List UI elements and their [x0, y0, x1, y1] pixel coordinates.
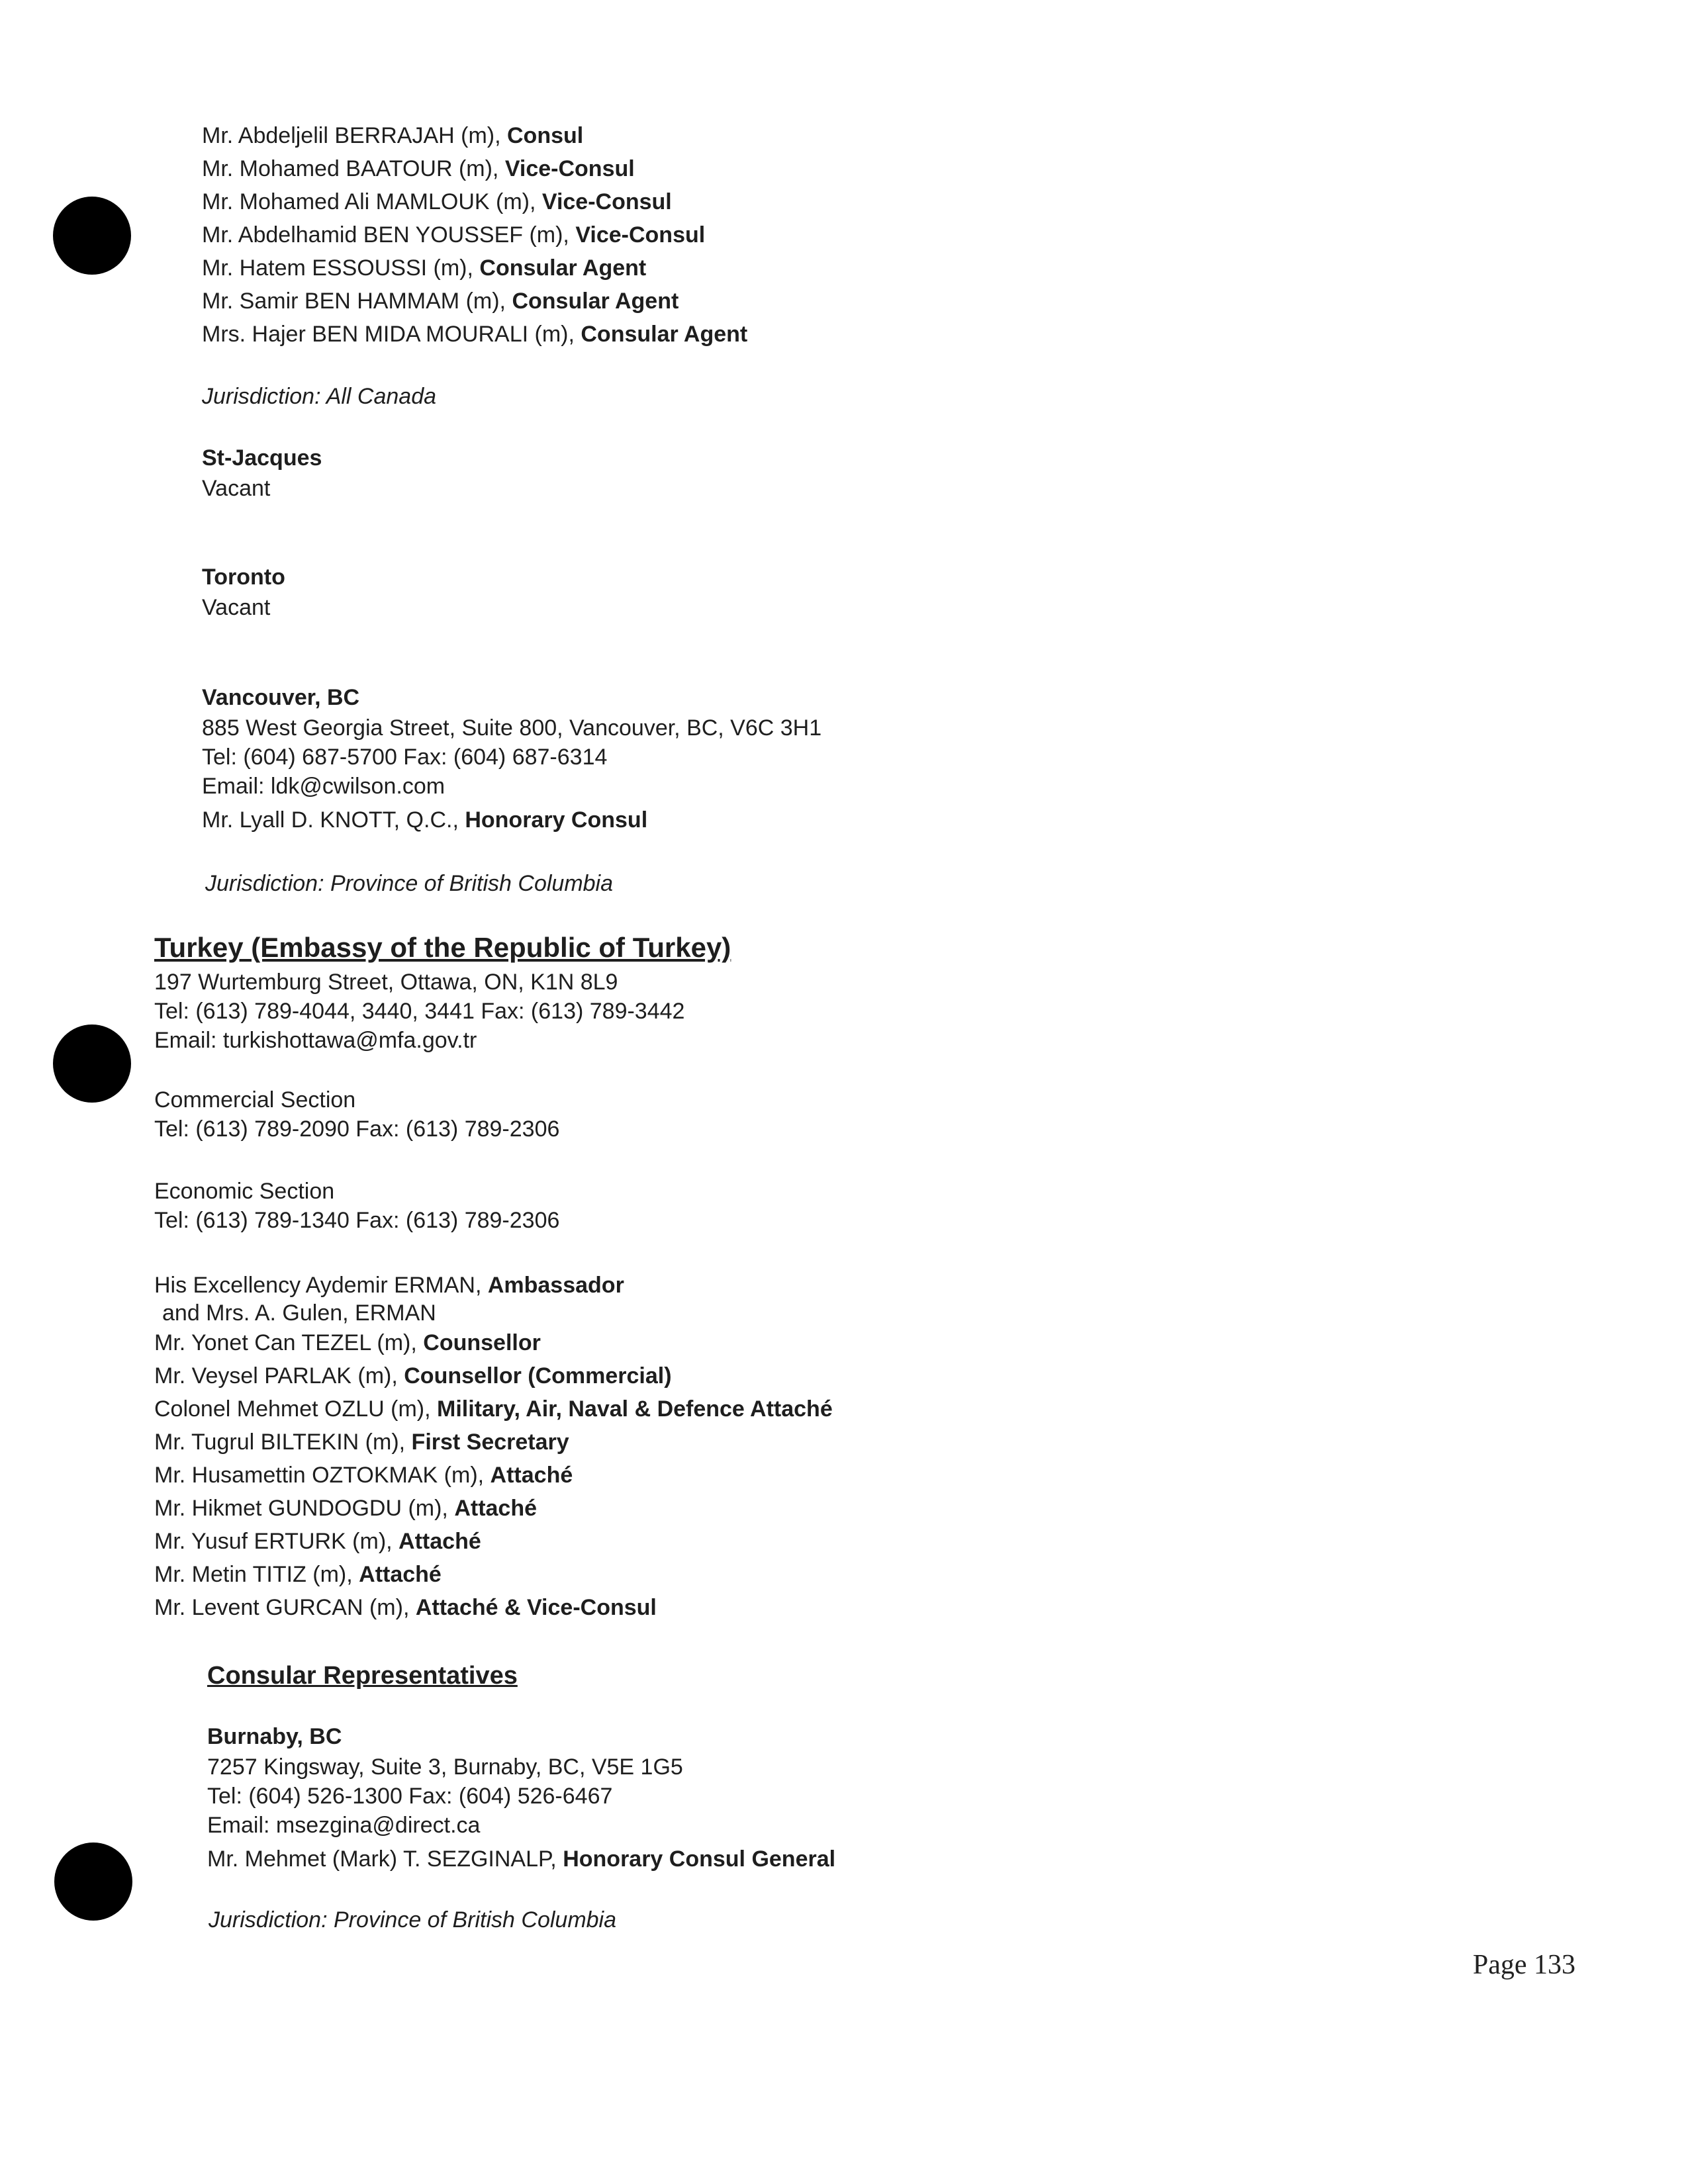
email: Email: msezgina@direct.ca: [207, 1813, 481, 1838]
staff-entry: [202, 285, 747, 318]
staff-title: Vice-Consul: [504, 156, 635, 181]
toronto-section: [202, 561, 285, 622]
city-status: Vacant: [202, 595, 271, 620]
staff-entry: [154, 1392, 833, 1426]
punch-hole-top: [53, 197, 131, 275]
staff-name: Mr. Abdeljelil BERRAJAH (m),: [202, 123, 507, 148]
staff-title: Counsellor (Commercial): [404, 1363, 672, 1388]
staff-name: Mr. Lyall D. KNOTT, Q.C.,: [202, 807, 465, 833]
staff-name: Mr. Tugrul BILTEKIN (m),: [154, 1430, 412, 1455]
vancouver-section: [202, 682, 821, 837]
staff-name: Mr. Husamettin OZTOKMAK (m),: [154, 1463, 491, 1488]
section-label: Commercial Section: [154, 1087, 356, 1113]
staff-title: Honorary Consul General: [563, 1846, 836, 1872]
staff-entry: [202, 218, 747, 251]
staff-title: Consular Agent: [479, 255, 647, 281]
email: Email: ldk@cwilson.com: [202, 774, 445, 799]
staff-title: Military, Air, Naval & Defence Attaché: [437, 1396, 833, 1422]
vancouver-jurisdiction: Jurisdiction: Province of British Columbia: [205, 871, 614, 896]
staff-entry: [154, 1558, 833, 1591]
staff-name: Mr. Metin TITIZ (m),: [154, 1562, 359, 1587]
address: 885 West Georgia Street, Suite 800, Vancouver, BC, V6C 3H1: [202, 715, 822, 741]
staff-name: Mr. Mohamed Ali MAMLOUK (m),: [202, 189, 542, 214]
staff-title: Consul: [507, 123, 584, 148]
staff-name: Mr. Mohamed BAATOUR (m),: [202, 156, 505, 181]
phone-fax: Tel: (613) 789-4044, 3440, 3441 Fax: (613) 789-3442: [154, 999, 685, 1024]
staff-title: Attaché: [399, 1529, 481, 1554]
punch-hole-middle: [53, 1024, 131, 1103]
staff-entry: [154, 1492, 833, 1525]
staff-title: Vice-Consul: [541, 189, 672, 214]
phone-fax: Tel: (613) 789-2090 Fax: (613) 789-2306: [154, 1116, 560, 1142]
staff-name: Mr. Yonet Can TEZEL (m),: [154, 1330, 424, 1355]
staff-entry: [154, 1525, 833, 1558]
staff-entry: [202, 119, 747, 152]
staff-entry: [202, 251, 747, 285]
ambassador-entry: [154, 1271, 833, 1300]
page-number: Page 133: [1472, 1950, 1575, 1980]
staff-title: Ambassador: [487, 1273, 624, 1298]
ambassador-spouse: and Mrs. A. Gulen, ERMAN: [162, 1300, 436, 1326]
staff-name: His Excellency Aydemir ERMAN,: [154, 1273, 488, 1298]
staff-name: Mr. Yusuf ERTURK (m),: [154, 1529, 399, 1554]
staff-title: Attaché: [454, 1496, 538, 1521]
staff-entry: [154, 1459, 833, 1492]
city-name: St-Jacques: [202, 445, 322, 471]
commercial-section: [154, 1085, 559, 1144]
staff-entry: [202, 803, 821, 837]
embassy-staff-list: [154, 1271, 833, 1624]
city-name: Vancouver, BC: [202, 685, 360, 710]
staff-entry: [202, 185, 747, 218]
email: Email: turkishottawa@mfa.gov.tr: [154, 1028, 477, 1053]
phone-fax: Tel: (613) 789-1340 Fax: (613) 789-2306: [154, 1208, 560, 1233]
staff-title: Consular Agent: [512, 289, 679, 314]
staff-title: Honorary Consul: [465, 807, 648, 833]
staff-name: Mrs. Hajer BEN MIDA MOURALI (m),: [202, 322, 581, 347]
address: 197 Wurtemburg Street, Ottawa, ON, K1N 8L9: [154, 970, 618, 995]
staff-title: Attaché & Vice-Consul: [415, 1595, 657, 1620]
city-status: Vacant: [202, 476, 271, 501]
staff-title: Consular Agent: [581, 322, 748, 347]
burnaby-jurisdiction: Jurisdiction: Province of British Columbia: [209, 1907, 617, 1933]
address: 7257 Kingsway, Suite 3, Burnaby, BC, V5E 1G5: [207, 1754, 683, 1780]
tunisia-staff-list: [202, 119, 747, 351]
staff-name: Mr. Veysel PARLAK (m),: [154, 1363, 404, 1388]
staff-entry: [154, 1359, 833, 1392]
phone-fax: Tel: (604) 687-5700 Fax: (604) 687-6314: [202, 745, 608, 770]
staff-name: Mr. Hatem ESSOUSSI (m),: [202, 255, 480, 281]
staff-entry: [202, 318, 747, 351]
staff-name: Mr. Samir BEN HAMMAM (m),: [202, 289, 512, 314]
staff-entry: [154, 1591, 833, 1624]
staff-entry: [202, 152, 747, 185]
staff-name: Mr. Hikmet GUNDOGDU (m),: [154, 1496, 455, 1521]
phone-fax: Tel: (604) 526-1300 Fax: (604) 526-6467: [207, 1784, 613, 1809]
economic-section: [154, 1177, 559, 1235]
staff-title: First Secretary: [411, 1430, 569, 1455]
staff-name: Mr. Levent GURCAN (m),: [154, 1595, 416, 1620]
burnaby-section: [207, 1721, 835, 1876]
staff-title: Vice-Consul: [575, 222, 706, 248]
tunisia-jurisdiction: Jurisdiction: All Canada: [202, 384, 437, 409]
staff-entry: [207, 1843, 835, 1876]
staff-name: Colonel Mehmet OZLU (m),: [154, 1396, 437, 1422]
staff-entry: [154, 1426, 833, 1459]
st-jacques-section: [202, 442, 322, 503]
embassy-contact: [154, 968, 684, 1055]
consular-representatives-heading: Consular Representatives: [207, 1662, 518, 1690]
staff-name: Mr. Mehmet (Mark) T. SEZGINALP,: [207, 1846, 563, 1872]
staff-entry: [154, 1326, 833, 1359]
staff-title: Counsellor: [423, 1330, 541, 1355]
staff-title: Attaché: [359, 1562, 442, 1587]
city-name: Toronto: [202, 565, 285, 590]
staff-name: Mr. Abdelhamid BEN YOUSSEF (m),: [202, 222, 576, 248]
embassy-heading: Turkey (Embassy of the Republic of Turkey): [154, 932, 731, 963]
city-name: Burnaby, BC: [207, 1724, 342, 1749]
section-label: Economic Section: [154, 1179, 335, 1204]
punch-hole-bottom: [54, 1843, 132, 1921]
staff-title: Attaché: [490, 1463, 573, 1488]
